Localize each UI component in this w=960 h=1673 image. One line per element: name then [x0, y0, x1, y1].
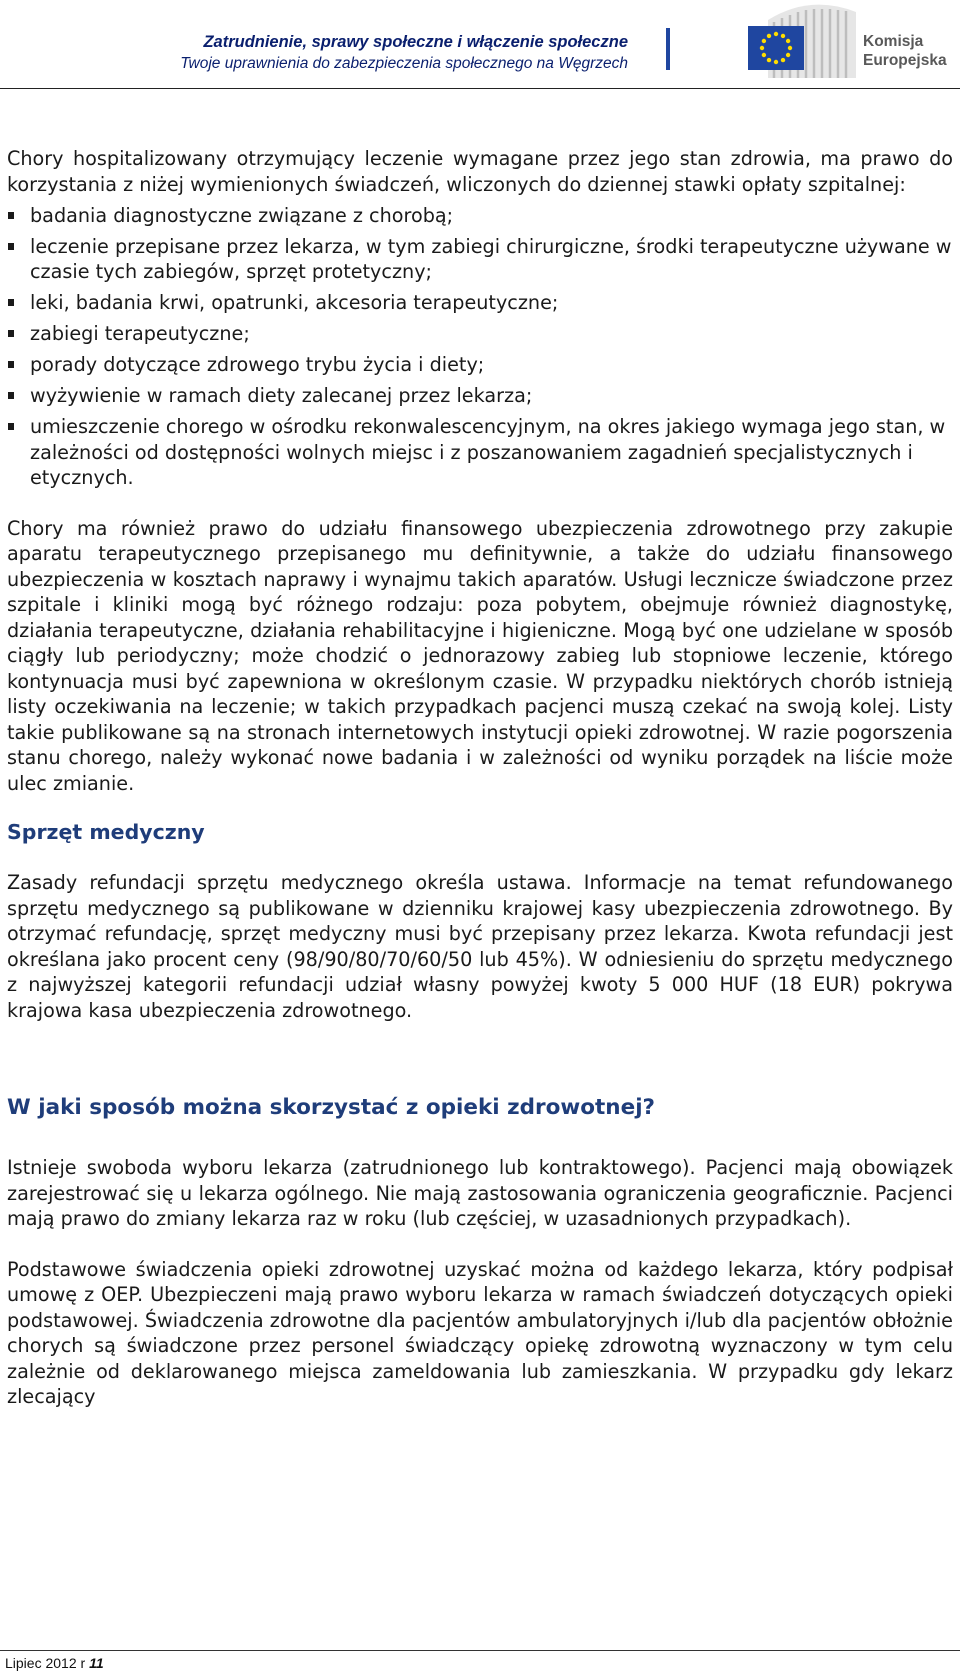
- page-footer: [0, 1650, 960, 1673]
- page-number: 11: [89, 1655, 104, 1671]
- list-item: leczenie przepisane przez lekarza, w tym zabiegi chirurgiczne, środki terapeutyczne używane w czasie tych zabiegów, sprzęt protetyczny;: [7, 234, 953, 285]
- list-item: zabiegi terapeutyczne;: [7, 321, 953, 347]
- paragraph-hospital-services: Chory ma również prawo do udziału finansowego ubezpieczenia zdrowotnego przy zakupie aparatu terapeutycznego przepisanego mu definitywnie, a także do udziału finansowego ubezpieczenia w kosztach naprawy i wynajmu takich aparatów. Usługi lecznicze świadczone przez szpitale i kliniki mogą być różnego rodzaju: poza pobytem, obejmuje również diagnostykę, działania terapeutyczne, działania rehabilitacyjne i higieniczne. Mogą być one udzielane w sposób ciągły lub periodyczny; może chodzić o jednorazowy zabieg lub stopniowe leczenie, którego kontynuacja musi być zapewniona w określonym czasie. W przypadku niektórych chorób istnieją listy oczekiwania na leczenie; w takich przypadkach pacjenci muszą czekać na swoją kolej. Listy takie publikowane są na stronach internetowych instytucji opieki zdrowotnej. W razie pogorszenia stanu chorego, należy wykonać nowe badania i w zależności od wyniku porządek na liście może ulec zmianie.: [7, 516, 953, 795]
- header-title: Zatrudnienie, sprawy społeczne i włączenie społeczne: [203, 33, 628, 51]
- list-item: leki, badania krwi, opatrunki, akcesoria terapeutyczne;: [7, 290, 953, 316]
- header-titles: [180, 32, 628, 74]
- footer-date: Lipiec 2012 r: [5, 1655, 86, 1671]
- document-body: [7, 146, 953, 1410]
- section-heading-medical-equipment: Sprzęt medyczny: [7, 820, 205, 844]
- list-item: badania diagnostyczne związane z chorobą;: [7, 203, 953, 229]
- ec-logo-text: [863, 32, 947, 70]
- ec-logo-line1: Komisja: [863, 33, 924, 50]
- list-item: umieszczenie chorego w ośrodku rekonwalescencyjnym, na okres jakiego wymaga jego stan, w zależności od dostępności wolnych miejsc i z poszanowaniem zagadnień specjalistycznych i etycznych.: [7, 414, 953, 491]
- paragraph-doctor-choice: Istnieje swoboda wyboru lekarza (zatrudnionego lub kontraktowego). Pacjenci mają obowiązek zarejestrować się u lekarza ogólnego. Nie mają zastosowania ograniczenia geograficznie. Pacjenci mają prawo do zmiany lekarza raz w roku (lub częściej, w uzasadnionych przypadkach).: [7, 1156, 953, 1230]
- paragraph-medical-equipment: Zasady refundacji sprzętu medycznego określa ustawa. Informacje na temat refundowanego sprzętu medycznego są publikowane w dzienniku krajowej kasy ubezpieczenia zdrowotnego. By otrzymać refundację, sprzęt medyczny musi być przepisany przez lekarza. Kwota refundacji jest określana jako procent ceny (98/90/80/70/60/50 lub 45%). W odniesieniu do sprzętu medycznego z najwyższej kategorii refundacji udział własny powyżej kwoty 5 000 HUF (18 EUR) pokrywa krajowa kasa ubezpieczenia zdrowotnego.: [7, 871, 953, 1022]
- list-item: wyżywienie w ramach diety zalecanej przez lekarza;: [7, 383, 953, 409]
- list-item: porady dotyczące zdrowego trybu życia i diety;: [7, 352, 953, 378]
- paragraph-basic-care: Podstawowe świadczenia opieki zdrowotnej uzyskać można od każdego lekarza, który podpisał umowę z OEP. Ubezpieczeni mają prawo wyboru lekarza w ramach świadczeń dotyczących opieki podstawowej. Świadczenia zdrowotne dla pacjentów ambulatoryjnych i/lub dla pacjentów obłożnie chorych są świadczone przez personel świadczący opiekę zdrowotną wyznaczony w tym celu zależnie od deklarowanego miejsca zameldowania lub zamieszkania. W przypadku gdy lekarz zlecający: [7, 1257, 953, 1408]
- ec-logo-line2: Europejska: [863, 52, 947, 69]
- header-divider: [666, 28, 670, 70]
- footer-text: [5, 1654, 104, 1672]
- eu-flag-icon: [748, 26, 804, 70]
- intro-paragraph: Chory hospitalizowany otrzymujący leczenie wymagane przez jego stan zdrowia, ma prawo do korzystania z niżej wymienionych świadczeń, wliczonych do dziennej stawki opłaty szpitalnej:: [7, 147, 953, 196]
- header-subtitle: Twoje uprawnienia do zabezpieczenia społecznego na Węgrzech: [180, 55, 628, 72]
- benefits-list: [7, 203, 953, 491]
- section-heading-access-care: W jaki sposób można skorzystać z opieki zdrowotnej?: [7, 1095, 656, 1120]
- page-header: [0, 0, 960, 89]
